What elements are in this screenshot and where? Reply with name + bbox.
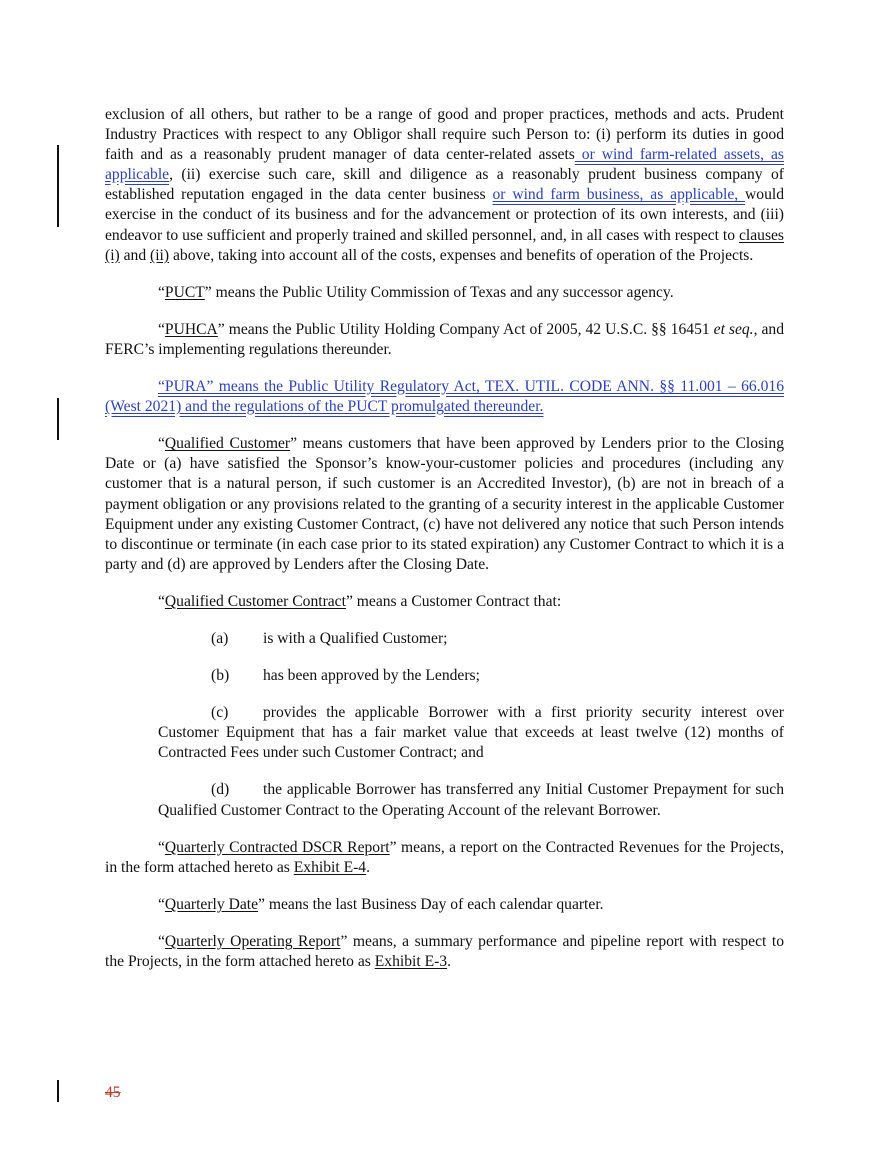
list-item: (a) is with a Qualified Customer; [211, 629, 448, 647]
defined-term: Quarterly Date [164, 895, 259, 913]
exhibit-reference: Exhibit E-4 [293, 858, 367, 876]
prudent-practices-paragraph: exclusion of all others, but rather to be a range of good and proper practices, methods and acts. Prudent Industry Practices with respect to any Obligor shall require such Person to: (i) perform its duties in good faith and as a reasonably prudent manager of data center-related assets or wind farm-related assets, as applicable, (ii) exercise such care, skill and diligence as a reasonably prudent business company of established reputation engaged in the data center business or wind farm business, as applicable, would exercise in the conduct of its business and for the advancement or protection of its own interests, and (iii) endeavor to use sufficient and properly trained and skilled personnel, and, in all cases with respect to clauses (i) and (ii) above, taking into account all of the costs, expenses and benefits of operation of the Projects. [105, 106, 784, 264]
defined-term: Qualified Customer [164, 435, 291, 453]
document-page [105, 105, 784, 972]
exhibit-reference: Exhibit E-3 [374, 953, 448, 970]
page-number: 45 [105, 1084, 121, 1101]
inserted-text: “PURA” means the Public Utility Regulatory Act, TEX. UTIL. CODE ANN. §§ 11.001 – 66.016 (West 2021) and the regulations of the PUCT promulgated thereunder. [105, 378, 784, 416]
change-bar [57, 1080, 59, 1102]
change-bar [57, 398, 59, 440]
definition-puct: “PUCT” means the Public Utility Commission of Texas and any successor agency. [158, 283, 674, 301]
defined-term: Qualified Customer Contract [164, 592, 346, 610]
defined-term: Quarterly Operating Report [164, 932, 341, 950]
definition-qualified-customer: “Qualified Customer” means customers that have been approved by Lenders prior to the Closing Date or (a) have satisfied the Sponsor’s know-your-customer policies and procedures (including any customer that is a natural person, if such customer is an Accredited Investor), (b) are not in breach of a payment obligation or any provisions related to the granting of a security interest in the applicable Customer Equipment under any existing Customer Contract, (c) have not delivered any notice that such Person intends to discontinue or terminate (in each case prior to its stated expiration) any Customer Contract to which it is a party and (d) are approved by Lenders after the Closing Date. [105, 435, 784, 573]
defined-term: PUHCA [164, 320, 218, 338]
definition-quarterly-date: “Quarterly Date” means the last Business Day of each calendar quarter. [158, 895, 604, 913]
change-bar [57, 145, 59, 227]
definition-quarterly-dscr-report: “Quarterly Contracted DSCR Report” means, a report on the Contracted Revenues for the Projects, in the form attached hereto as Exhibit E-4. [105, 838, 784, 876]
clause-reference: (ii) [150, 246, 170, 264]
inserted-text: or wind farm-related assets, as applicable [105, 146, 784, 184]
definition-quarterly-operating-report: “Quarterly Operating Report” means, a summary performance and pipeline report with respect to the Projects, in the form attached hereto as Exhibit E-3. [105, 932, 784, 970]
definition-pura-inserted [105, 377, 784, 417]
defined-term: Quarterly Contracted DSCR Report [164, 838, 390, 856]
inserted-text: or wind farm business, as applicable, [492, 186, 746, 204]
clause-reference: clauses (i) [105, 226, 784, 264]
list-item: (d) the applicable Borrower has transferred any Initial Customer Prepayment for such Qualified Customer Contract to the Operating Account of the relevant Borrower. [158, 781, 784, 819]
defined-term: PUCT [164, 283, 205, 301]
definition-qualified-customer-contract: “Qualified Customer Contract” means a Customer Contract that: [158, 592, 562, 610]
definition-puhca: “PUHCA” means the Public Utility Holding Company Act of 2005, 42 U.S.C. §§ 16451 et seq., and FERC’s implementing regulations thereunder. [105, 320, 784, 358]
list-item: (c) provides the applicable Borrower with a first priority security interest over Customer Equipment that has a fair market value that exceeds at least twelve (12) months of Contracted Fees under such Customer Contract; and [158, 704, 784, 762]
list-item: (b) has been approved by the Lenders; [211, 667, 480, 685]
